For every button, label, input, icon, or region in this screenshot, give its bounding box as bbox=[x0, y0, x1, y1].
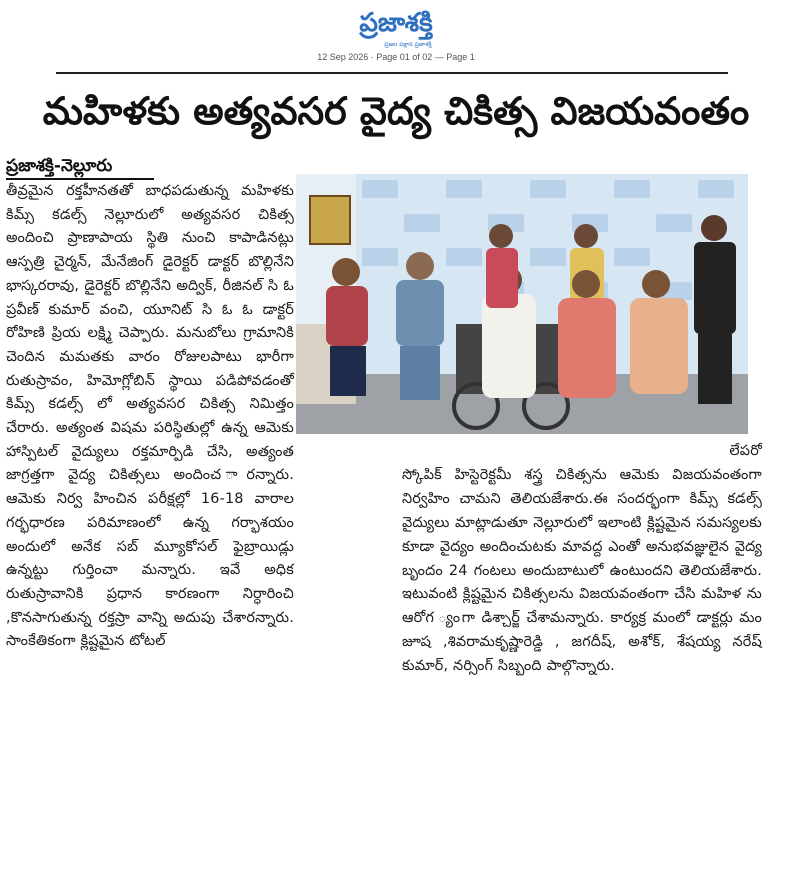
logo-wordmark: ప్రజాశక్తి bbox=[359, 8, 433, 38]
article-column-left: తీవ్రమైన రక్తహీనతతో బాధపడుతున్న మహిళకు కిమ్స్ కడల్స్ నెల్లూరులో అత్యవసర చికిత్స అందించి ప్రాణాపాయ స్థితి నుంచి కాపాడినట్లు ఆస్పత్రి చైర్మన్, మేనేజింగ్ డైరెక్టర్ డాక్టర్ బొల్లినేని భాస్కరరావు, డైరెక్టర్ బొల్లినేని అద్విక్, రీజినల్ సి ఓ ప్రవీణ్ కుమార్ వంచి, యూనిట్ సి ఓ ఓ డాక్టర్ రోహిణి ప్రియ లక్ష్మి చెప్పారు. మనుబోలు గ్రామానికి చెందిన మమతకు వారం రోజులపాటు భారీగా రుతుస్రావం, హిమోగ్లోబిన్ స్థాయి పడిపోవడంతో కిమ్స్ కడల్స్ లో అత్యవసర చికిత్స నిమిత్తం చేరారు. అత్యంత విషమ పరిస్థితుల్లో ఉన్న ఆమెకు హాస్పిటల్ వైద్యులు రక్తమార్పిడి చేసి, అత్యంత జాగ్రత్తగా వైద్య చికిత్సలు అందించ ారన్నారు. ఆమెకు నిర్వ హించిన పరీక్షల్లో 16-18 వారాల గర్భధారణ పరిమాణంలో ఉన్న గర్భాశయం అందులో అనేక సబ్ మ్యూకోసల్ ఫైబ్రాయిడ్లు ఉన్నట్టు గుర్తించా మన్నారు. ఇవే అధిక రుతుస్రావానికి ప్రధాన కారణంగా నిర్ధారించి ,కొనసాగుతున్న రక్తస్రా వాన్ని అదుపు చేశారన్నారు. సాంకేతికంగా క్లిష్టమైన టోటల్ bbox=[6, 183, 294, 650]
masthead bbox=[0, 0, 792, 70]
dateline: ప్రజాశక్తి-నెల్లూరు bbox=[6, 156, 113, 176]
article-column-right bbox=[402, 440, 762, 679]
header-divider bbox=[56, 72, 728, 74]
right-column-first-word: లేపరో bbox=[729, 443, 762, 459]
newspaper-logo[interactable] bbox=[340, 6, 452, 52]
headline: మహిళకు అత్యవసర వైద్య చికిత్స విజయవంతం bbox=[42, 89, 750, 133]
doctors-group-photo bbox=[296, 174, 748, 434]
logo-tagline: ప్రజల పక్షాన ప్రజాశక్తి bbox=[384, 41, 432, 48]
right-column-body: స్కోపిక్ హిస్టెరెక్టమీ శస్త్ర చికిత్సను ఆమెకు విజయవంతంగా నిర్వహిం చామని తెలియజేశారు.ఈ సందర్భంగా కిమ్స్ కడల్స్ వైద్యులు మాట్లాడుతూ నెల్లూరులో ఇలాంటి క్లిష్టమైన సమస్యలకు కూడా వైద్యం అందించుటకు మావద్ద ఎంతో అనుభవజ్ఞులైన వైద్య బృందం 24 గంటలు అందుబాటులో ఉంటుందని తెలియజేశారు. ఇటువంటి క్లిష్టమైన చికిత్సలను విజయవంతంగా చేసి మహిళ ను ఆరోగ ్యంగా డిశ్చార్జ్ చేశామన్నారు. కార్యక్ర మంలో డాక్టర్లు మం జూష ,శివరామకృష్ణారెడ్డి , జగదీష్, అశోక్, శేషయ్య నరేష్ కుమార్, నర్సింగ్ సిబ్బంది పాల్గొన్నారు. bbox=[402, 466, 762, 675]
article-photo bbox=[296, 174, 748, 434]
page-info: 12 Sep 2026 · Page 01 of 02 — Page 1 bbox=[317, 52, 475, 62]
